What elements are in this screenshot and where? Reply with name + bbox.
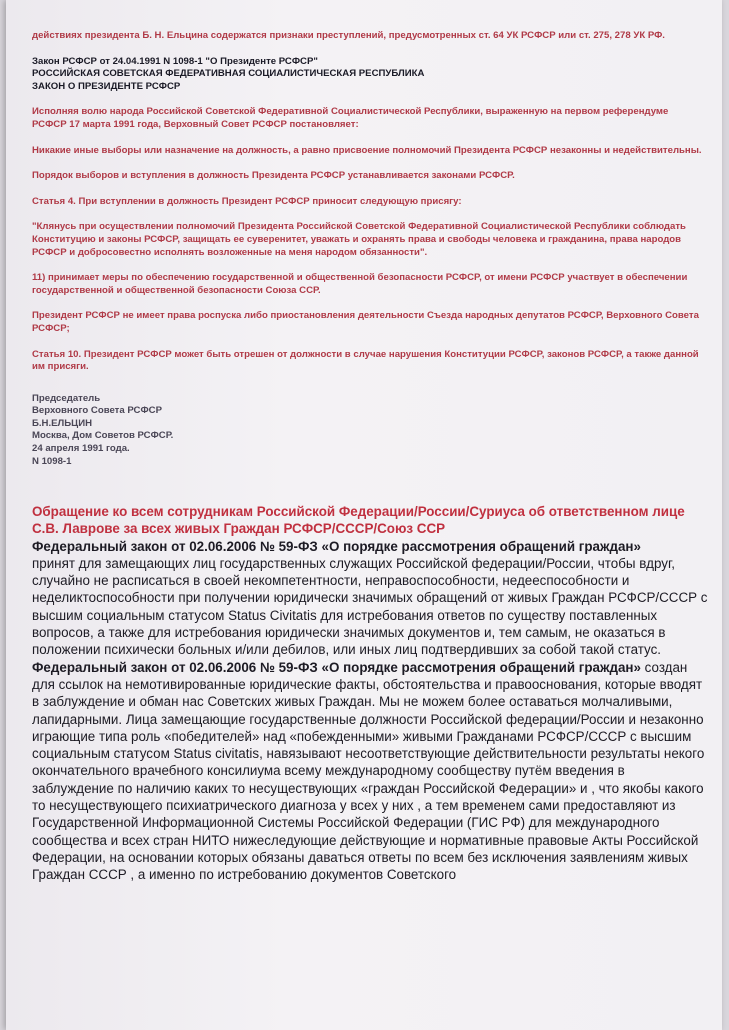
federal-law-inline: Федеральный закон от 02.06.2006 № 59-ФЗ «О порядке рассмотрения обращений граждан» xyxy=(32,659,641,675)
federal-law-heading: Федеральный закон от 02.06.2006 № 59-ФЗ «О порядке рассмотрения обращений граждан» xyxy=(32,538,641,554)
appeal-body-part-1: принят для замещающих лиц государственных служащих Российской федерации/России, чтобы вдруг, случайно не расписаться в своей некомпетентности, неправоспособности, недееспособности и неделиктоспособности при получении юридически значимых обращений от живых Граждан РСФСР/СССР с высшим социальным статусом Status Civitatis для истребования ответов по существу поставленных вопросов, а также для истребования юридически значимых документов и, тем самым, не оказаться в положении психически больных и/или дебилов, или иных лиц подтвердивших за собой такой статус. xyxy=(32,555,708,658)
appeal-body xyxy=(32,555,708,884)
law-excerpt xyxy=(32,30,704,468)
paragraph-no-elections: Никакие иные выборы или назначение на должность, а равно присвоение полномочий Президента РСФСР незаконны и недействительны. xyxy=(32,144,702,156)
signature-line: Председатель xyxy=(32,392,101,404)
signature-line: N 1098-1 xyxy=(32,455,72,467)
appeal-body-part-2: создан для ссылок на немотивированные юридические факты, обстоятельства и правооснования, которые вводят в заблуждение и обман нас Советских живых Граждан. Мы не можем более оставаться молчаливыми, лапидарными. Лица замещающие государственные должности Российской федерации/России и незаконно играющие типа роль «победителей» над «побежденными» живыми Гражданами РСФСР/СССР с высшим социальным статусом Status civitatis, навязывают несоответствующие действительности результаты некого окончательного врачебного консилиума всему международному сообществу путём введения в заблуждение по наличию каких то несуществующих «граждан Российской Федерации» и , что якобы какого то несуществующего психиатрического диагноза у всех у них , а тем временем сами предоставляют из Государственной Информационной Системы Российской Федерации (ГИС РФ) для международного сообщества и всех стран НИТО нижеследующие действующие и нормативные правовые Акты Российской Федерации, на основании которых обязаны даваться ответы по всем без исключения заявлениям живых Граждан СССР , а именно по истребованию документов Советского xyxy=(32,659,705,883)
paragraph-oath: "Клянусь при осуществлении полномочий Президента Российской Советской Федеративной Социалистической Республики соблюдать Конституцию и законы РСФСР, защищать ее суверенитет, уважать и охранять права и свободы человека и гражданина, права народов РСФСР и добросовестно исполнять возложенные на меня народом обязанности". xyxy=(32,221,686,258)
signature-line: Москва, Дом Советов РСФСР. xyxy=(32,430,174,442)
document-page xyxy=(6,0,722,1030)
intro-line: действиях президента Б. Н. Ельцина содержатся признаки преступлений, предусмотренных ст. 64 УК РСФСР или ст. 275, 278 УК РФ. xyxy=(32,30,665,41)
signature-line: 24 апреля 1991 года. xyxy=(32,443,130,455)
paragraph-article-10: Статья 10. Президент РСФСР может быть отрешен от должности в случае нарушения Конституции РСФСР, законов РСФСР, а также данной им присяги. xyxy=(32,348,699,373)
appeal-section xyxy=(32,503,708,884)
paragraph-article-4: Статья 4. При вступлении в должность Президент РСФСР приносит следующую присягу: xyxy=(32,195,462,207)
appeal-title: Обращение ко всем сотрудникам Российской Федерации/России/Суриуса об ответственном лице С.В. Лаврове за всех живых Граждан РСФСР/СССР/Союз ССР xyxy=(32,504,685,537)
law-title: ЗАКОН О ПРЕЗИДЕНТЕ РСФСР xyxy=(32,80,181,92)
paragraph-will: Исполняя волю народа Российской Советской Федеративной Социалистической Республики, выраженную на первом референдуме РСФСР 17 марта 1991 года, Верховный Совет РСФСР постановляет: xyxy=(32,106,669,130)
paragraph-dissolve: Президент РСФСР не имеет права роспуска либо приостановления деятельности Съезда народных депутатов РСФСР, Верховного Совета РСФСР; xyxy=(32,310,699,334)
republic-heading: РОССИЙСКАЯ СОВЕТСКАЯ ФЕДЕРАТИВНАЯ СОЦИАЛИСТИЧЕСКАЯ РЕСПУБЛИКА xyxy=(32,68,425,80)
signature-line: Б.Н.ЕЛЬЦИН xyxy=(32,417,93,429)
paragraph-11: 11) принимает меры по обеспечению государственной и общественной безопасности РСФСР, от имени РСФСР участвует в обеспечении государственной и общественной безопасности Союза ССР. xyxy=(32,272,688,296)
signature-block xyxy=(32,393,704,469)
law-reference: Закон РСФСР от 24.04.1991 N 1098-1 "О Президенте РСФСР" xyxy=(32,55,318,67)
signature-line: Верховного Совета РСФСР xyxy=(32,405,162,417)
paragraph-order: Порядок выборов и вступления в должность Президента РСФСР устанавливается законами РСФСР. xyxy=(32,170,515,182)
